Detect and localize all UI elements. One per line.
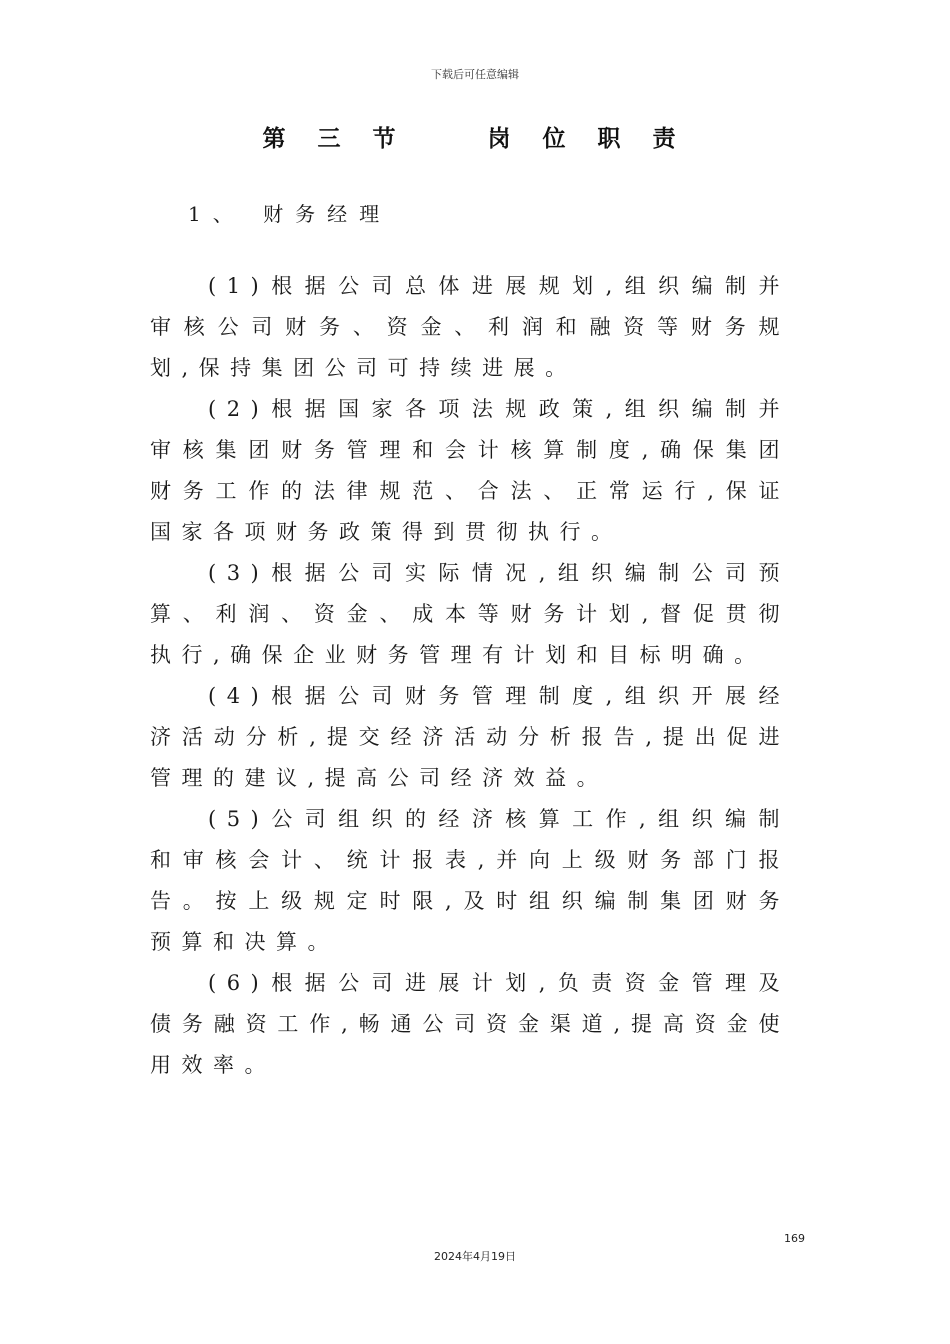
subsection-title: 1、 财务经理 [188, 202, 392, 226]
paragraph-4: (4)根据公司财务管理制度,组织开展经济活动分析,提交经济活动分析报告,提出促进管理的建议,提高公司经济效益。 [150, 684, 790, 790]
paragraph-1: (1)根据公司总体进展规划,组织编制并审核公司财务、资金、利润和融资等财务规划,保持集团公司可持续进展。 [150, 274, 790, 380]
body-text [150, 266, 790, 1086]
page-date: 2024年4月19日 [434, 1250, 516, 1263]
page-number: 169 [784, 1232, 805, 1245]
section-title: 第 三 节 岗 位 职 责 [262, 126, 688, 152]
paragraph-6: (6)根据公司进展计划,负责资金管理及债务融资工作,畅通公司资金渠道,提高资金使用效率。 [150, 971, 790, 1077]
page-header-note: 下载后可任意编辑 [431, 68, 519, 81]
paragraph-2: (2)根据国家各项法规政策,组织编制并审核集团财务管理和会计核算制度,确保集团财务工作的法律规范、合法、正常运行,保证国家各项财务政策得到贯彻执行。 [150, 397, 790, 544]
paragraph-5: (5)公司组织的经济核算工作,组织编制和审核会计、统计报表,并向上级财务部门报告。按上级规定时限,及时组织编制集团财务预算和决算。 [150, 807, 790, 954]
paragraph-3: (3)根据公司实际情况,组织编制公司预算、利润、资金、成本等财务计划,督促贯彻执行,确保企业财务管理有计划和目标明确。 [150, 561, 790, 667]
